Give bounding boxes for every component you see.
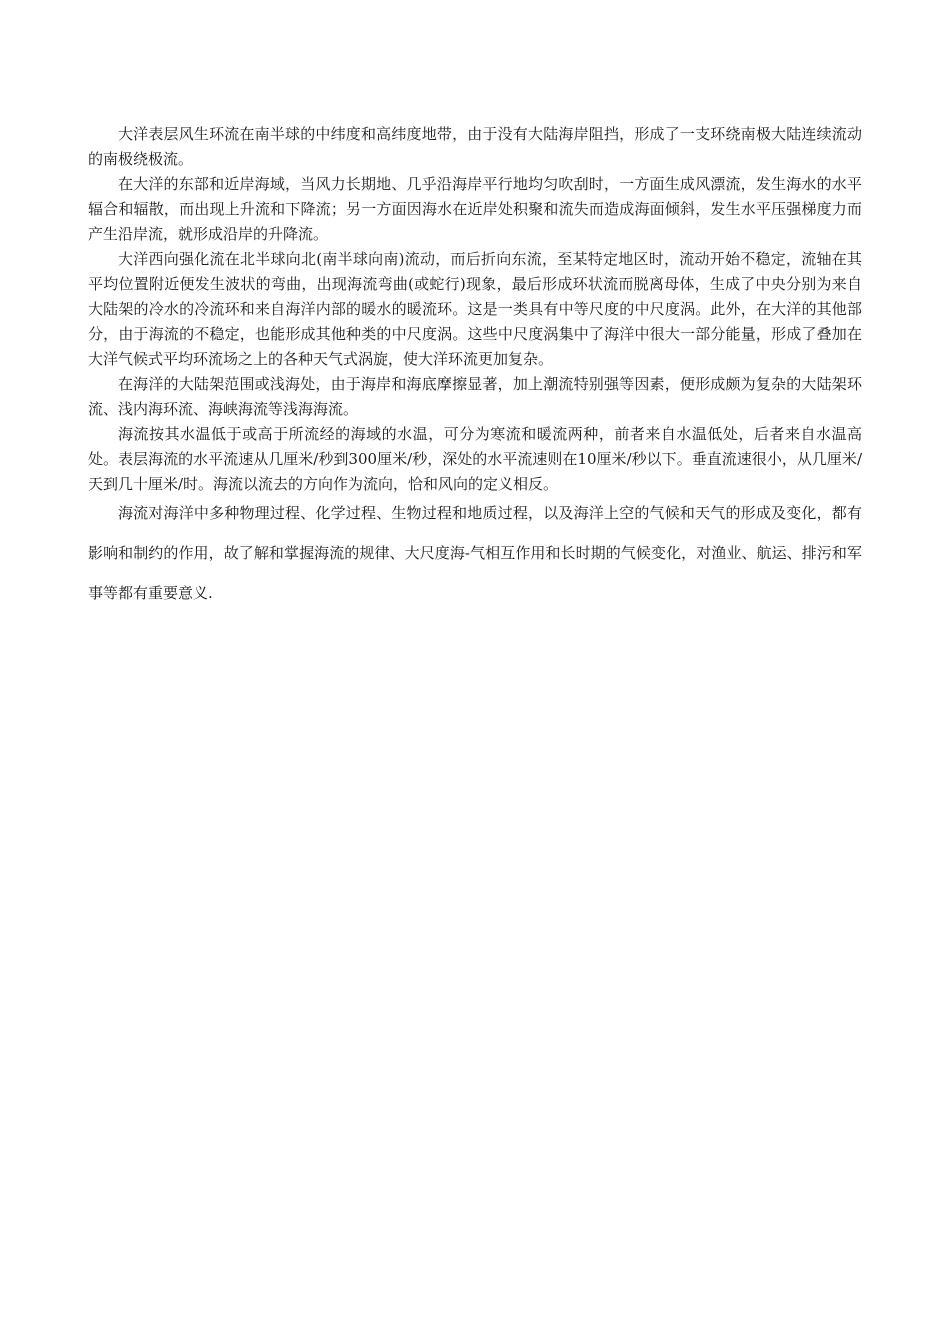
paragraph-antarctic-circumpolar-current: 大洋表层风生环流在南半球的中纬度和高纬度地带，由于没有大陆海岸阻挡，形成了一支环绕南极大陆连续流动的南极绕极流。 (88, 125, 862, 168)
paragraph-western-boundary-current: 大洋西向强化流在北半球向北(南半球向南)流动，而后折向东流，至某特定地区时，流动开始不稳定，流轴在其平均位置附近便发生波状的弯曲，出现海流弯曲(或蛇行)现象，最后形成环状流而脱离母体，生成了中央分别为来自大陆架的冷水的冷流环和来自海洋内部的暖水的暖流环。这是一类具有中等尺度的中尺度涡。此外，在大洋的其他部分，由于海流的不稳定，也能形成其他种类的中尺度涡。这些中尺度涡集中了海洋中很大一部分能量，形成了叠加在大洋气候式平均环流场之上的各种天气式涡旋，使大洋环流更加复杂。 (88, 250, 862, 368)
paragraph-shelf-circulation: 在海洋的大陆架范围或浅海处，由于海岸和海底摩擦显著，加上潮流特别强等因素，便形成颇为复杂的大陆架环流、浅内海环流、海峡海流等浅海海流。 (88, 375, 862, 418)
paragraph-warm-cold-currents: 海流按其水温低于或高于所流经的海域的水温，可分为寒流和暖流两种，前者来自水温低处，后者来自水温高处。表层海流的水平流速从几厘米/秒到300厘米/秒，深处的水平流速则在10厘米/秒以下。垂直流速很小，从几厘米/天到几十厘米/时。海流以流去的方向作为流向，恰和风向的定义相反。 (88, 425, 862, 493)
paragraph-coastal-upwelling: 在大洋的东部和近岸海域，当风力长期地、几乎沿海岸平行地均匀吹刮时，一方面生成风漂流，发生海水的水平辐合和辐散，而出现上升流和下降流；另一方面因海水在近岸处积聚和流失而造成海面倾斜，发生水平压强梯度力而产生沿岸流，就形成沿岸的升降流。 (88, 175, 862, 243)
document-body (88, 122, 862, 613)
paragraph-significance: 海流对海洋中多种物理过程、化学过程、生物过程和地质过程，以及海洋上空的气候和天气的形成及变化，都有影响和制约的作用，故了解和掌握海流的规律、大尺度海-气相互作用和长时期的气候变化，对渔业、航运、排污和军事等都有重要意义. (88, 504, 862, 602)
